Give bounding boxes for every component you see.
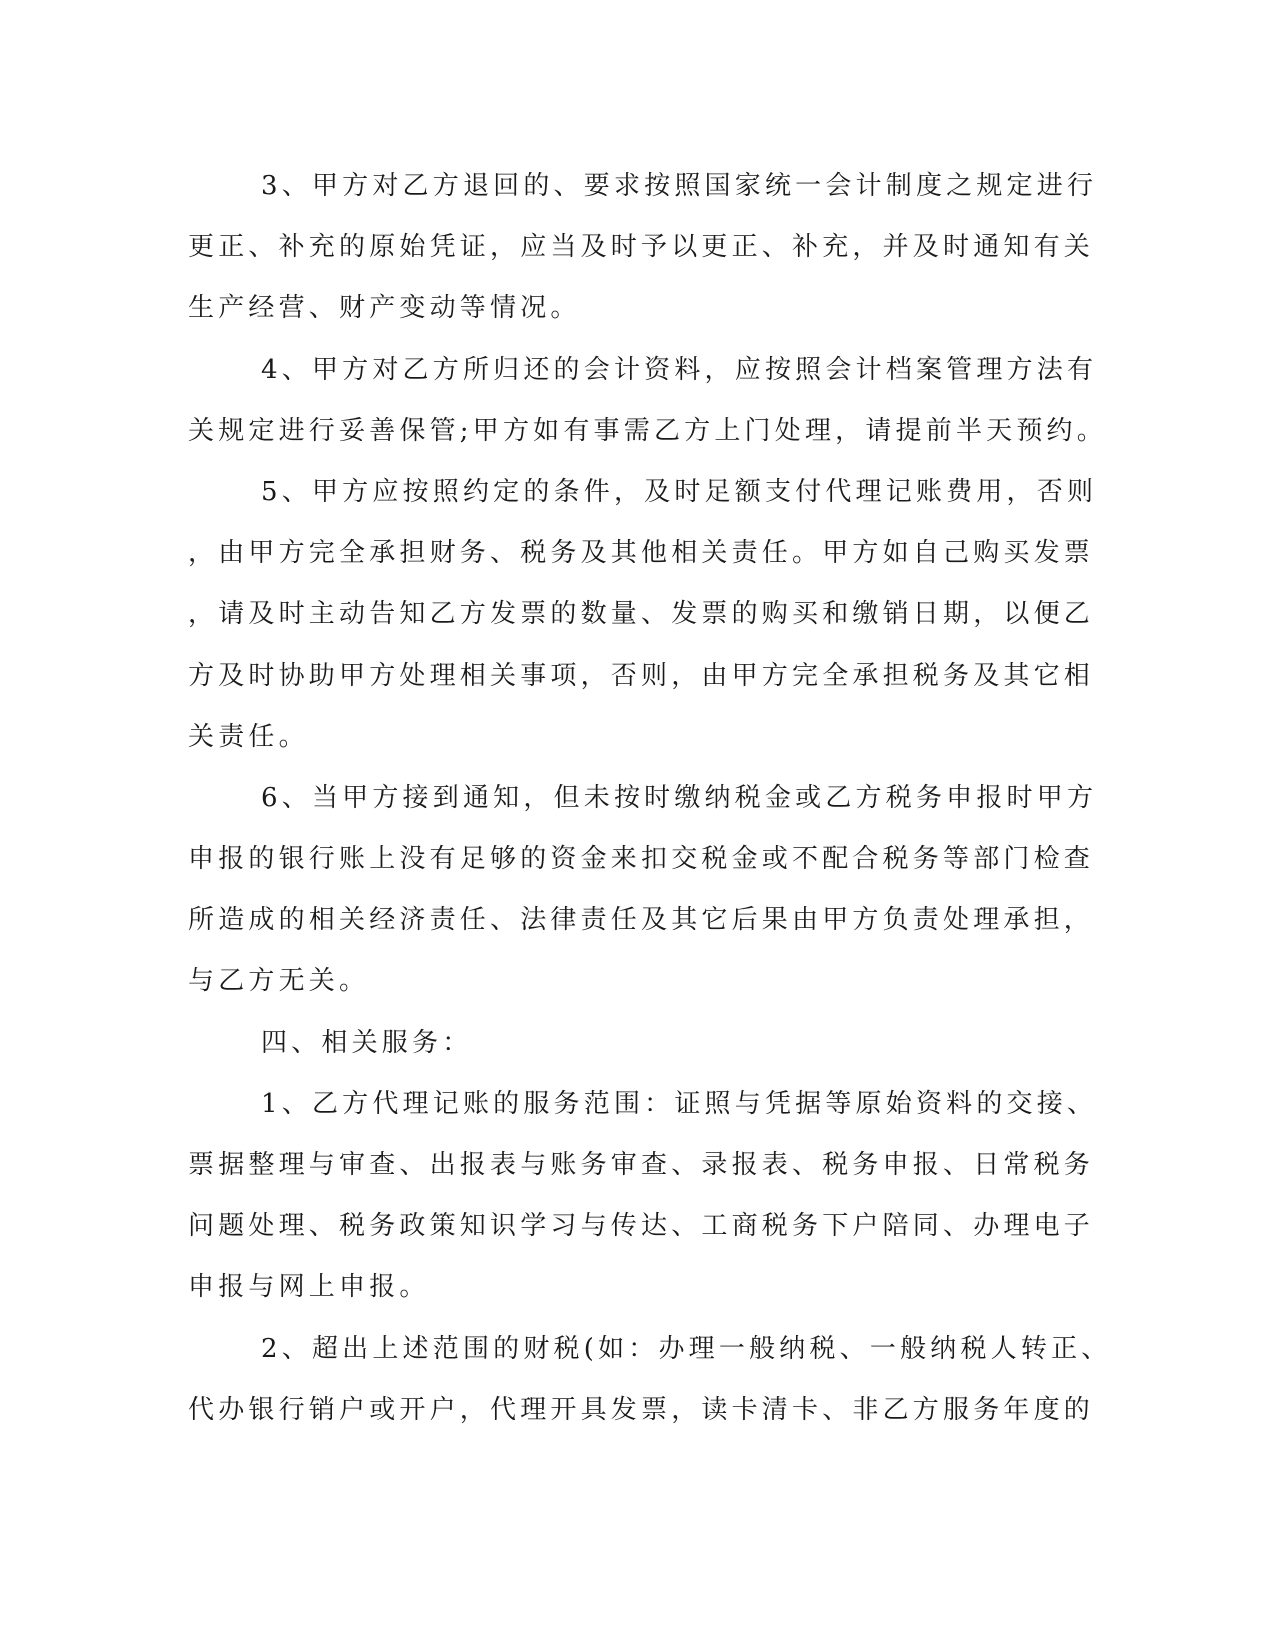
section-title: 四、相关服务：: [261, 1027, 473, 1058]
text-line: 所造成的相关经济责任、法律责任及其它后果由甲方负责处理承担，: [188, 905, 1095, 936]
text-line: ，请及时主动告知乙方发票的数量、发票的购买和缴销日期，以便乙: [188, 599, 1095, 630]
text-line: 申报与网上申报。: [188, 1272, 430, 1303]
paragraph-clause-5: [188, 462, 1098, 768]
text-line: 2、超出上述范围的财税(如：办理一般纳税、一般纳税人转正、: [261, 1333, 1112, 1364]
text-line: 方及时协助甲方处理相关事项，否则，由甲方完全承担税务及其它相: [188, 660, 1095, 691]
text-line: 生产经营、财产变动等情况。: [188, 293, 581, 324]
text-line: 代办银行销户或开户，代理开具发票，读卡清卡、非乙方服务年度的: [188, 1394, 1095, 1425]
text-line: 与乙方无关。: [188, 966, 370, 997]
paragraph-clause-4: [188, 340, 1107, 462]
text-line: 3、甲方对乙方退回的、要求按照国家统一会计制度之规定进行: [261, 171, 1098, 201]
paragraph-clause-3: [188, 156, 1098, 340]
document-body: [188, 156, 1112, 1441]
paragraph-clause-6: [188, 768, 1098, 1013]
paragraph-service-1: [188, 1074, 1098, 1319]
text-line: 1、乙方代理记账的服务范围：证照与凭据等原始资料的交接、: [261, 1088, 1098, 1119]
text-line: 6、当甲方接到通知，但未按时缴纳税金或乙方税务申报时甲方: [261, 782, 1098, 813]
section-heading: [188, 1013, 1058, 1074]
text-line: 更正、补充的原始凭证，应当及时予以更正、补充，并及时通知有关: [188, 232, 1095, 263]
text-line: 关规定进行妥善保管;甲方如有事需乙方上门处理，请提前半天预约。: [188, 415, 1107, 446]
text-line: 4、甲方对乙方所归还的会计资料，应按照会计档案管理方法有: [261, 354, 1098, 385]
text-line: 关责任。: [188, 721, 309, 752]
text-line: 问题处理、税务政策知识学习与传达、工商税务下户陪同、办理电子: [188, 1211, 1095, 1242]
paragraph-service-2: [188, 1319, 1112, 1441]
text-line: 申报的银行账上没有足够的资金来扣交税金或不配合税务等部门检查: [188, 844, 1095, 875]
text-line: 5、甲方应按照约定的条件，及时足额支付代理记账费用，否则: [261, 476, 1098, 507]
text-line: ，由甲方完全承担财务、税务及其他相关责任。甲方如自己购买发票: [188, 538, 1095, 569]
text-line: 票据整理与审查、出报表与账务审查、录报表、税务申报、日常税务: [188, 1150, 1095, 1180]
